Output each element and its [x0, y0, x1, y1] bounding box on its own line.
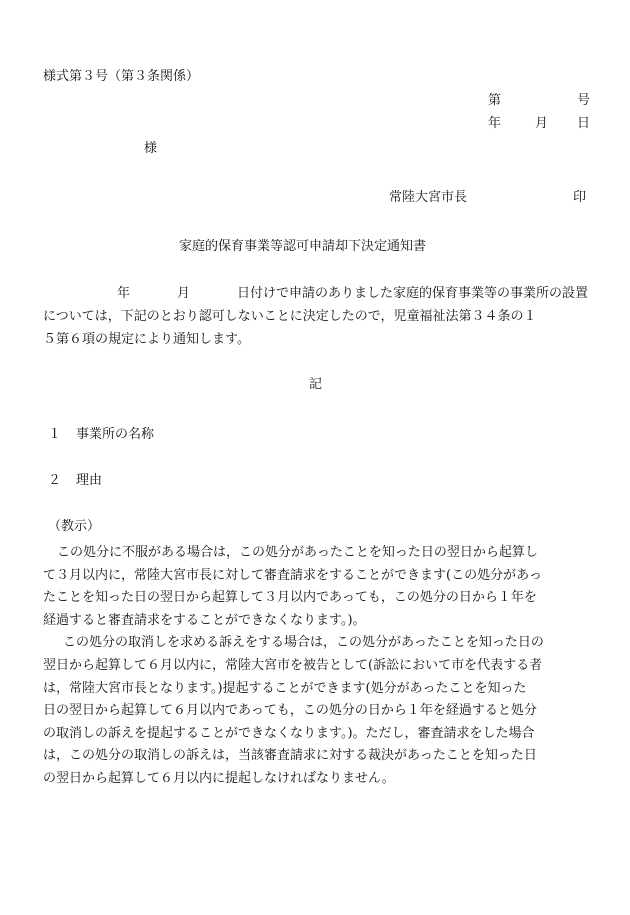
body-month-label: 月	[177, 286, 191, 301]
date-day-label: 日	[577, 116, 591, 131]
item-number: １	[48, 427, 62, 442]
instruction-line: の翌日から起算して６月以内に提起しなければなりません。	[43, 770, 395, 786]
body-line-3: ５第６項の規定により通知します。	[43, 332, 250, 347]
item-facility-name	[48, 428, 154, 441]
date-month-label: 月	[535, 116, 549, 131]
seal-mark: 印	[573, 190, 587, 205]
form-number: 様式第３号（第３条関係）	[43, 69, 200, 84]
body-line-1	[43, 282, 589, 305]
ki-heading: 記	[309, 377, 323, 392]
instruction-line: この処分に不服がある場合は，この処分があったことを知った日の翌日から起算し	[57, 545, 538, 560]
issuer-name: 常陸大宮市長	[389, 190, 468, 205]
instruction-line: は，この処分の取消しの訴えは，当該審査請求に対する裁決があったことを知った日	[43, 748, 537, 764]
document-number-label: 第	[488, 93, 502, 108]
instruction-text	[43, 542, 593, 791]
body-paragraph	[43, 282, 589, 351]
instruction-line: の取消しの訴えを提起することができなくなります。)。ただし，審査請求をした場合	[43, 725, 535, 741]
date-year-label: 年	[488, 116, 502, 131]
document-title: 家庭的保育事業等認可申請却下決定通知書	[179, 239, 427, 254]
item-label: 理由	[76, 473, 103, 488]
instruction-line: 経過すると審査請求をすることができなくなります。)。	[43, 612, 366, 628]
item-reason	[48, 474, 102, 487]
instruction-line: 日の翌日から起算して６月以内であっても，この処分の日から１年を経過すると処分	[43, 703, 537, 719]
instruction-line: たことを知った日の翌日から起算して３月以内であっても，この処分の日から１年を	[43, 590, 537, 606]
body-line-2: については，下記のとおり認可しないことに決定したので，児童福祉法第３４条の１	[43, 309, 537, 324]
instruction-line: この処分の取消しを求める訴えをする場合は，この処分があったことを知った日の	[63, 635, 544, 651]
body-line-1-text: 日付けで申請のありました家庭的保育事業等の事業所の設置	[237, 286, 589, 301]
addressee-honorific: 様	[144, 141, 158, 156]
body-year-label: 年	[117, 286, 131, 301]
instruction-label: （教示）	[48, 519, 101, 534]
item-label: 事業所の名称	[76, 427, 155, 442]
instruction-line: て３月以内に，常陸大宮市長に対して審査請求をすることができます(この処分があっ	[43, 567, 542, 583]
instruction-line: は，常陸大宮市長となります。)提起することができます(処分があったことを知った	[43, 680, 527, 696]
document-number-suffix: 号	[577, 93, 591, 108]
item-number: ２	[48, 473, 62, 488]
instruction-line: 翌日から起算して６月以内に，常陸大宮市を被告として(訴訟において市を代表する者	[43, 657, 543, 673]
